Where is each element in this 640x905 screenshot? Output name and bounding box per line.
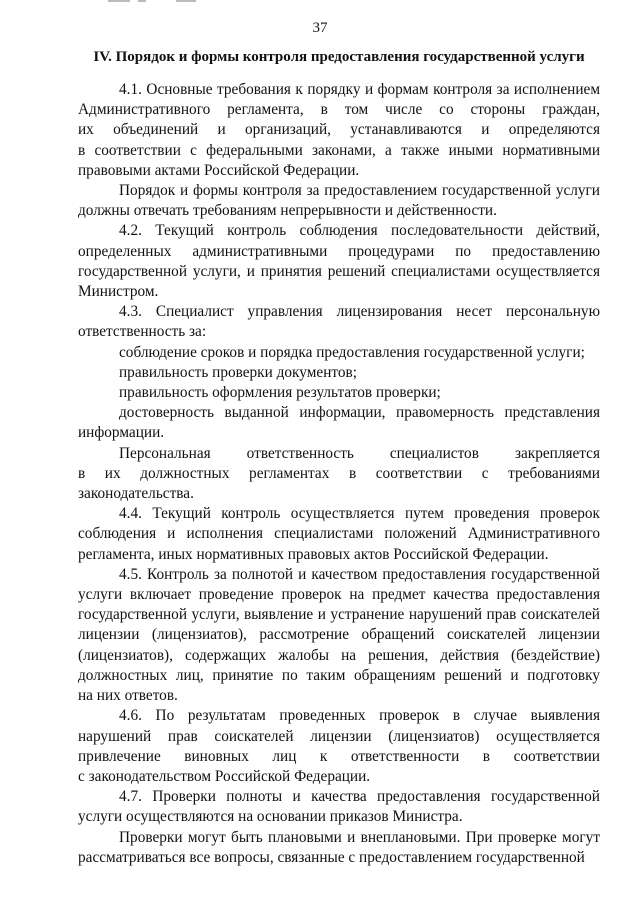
- text-line: их объединений и организаций, устанавливаются и определяются: [78, 121, 600, 139]
- text-line: (лицензиатов), содержащих жалобы на решения, действия (бездействие): [78, 646, 600, 664]
- text-line: 4.3. Специалист управления лицензирования несет персональную: [119, 303, 600, 321]
- text-line: лицензии (лицензиатов), рассмотрение обращений соискателей лицензии: [78, 626, 600, 644]
- text-line: государственной услуги, и принятия решений специалистами осуществляется: [78, 262, 600, 280]
- text-line: услуги включает проведение проверок на предмет качества предоставления: [78, 586, 600, 604]
- text-line: рассматриваться все вопросы, связанные с предоставлением государственной: [78, 848, 585, 866]
- text-line: соблюдение сроков и порядка предоставления государственной услуги;: [119, 343, 585, 361]
- paragraph: [78, 787, 600, 827]
- text-line: Проверки могут быть плановыми и внеплановыми. При проверке могут: [119, 828, 600, 846]
- text-line: Порядок и формы контроля за предоставлением государственной услуги: [119, 182, 600, 200]
- text-line: соблюдения и исполнения специалистами положений Административного: [78, 525, 600, 543]
- text-line: 4.1. Основные требования к порядку и формам контроля за исполнением: [119, 81, 600, 98]
- text-line: государственной услуги, выявление и устранение нарушений прав соискателей: [78, 606, 600, 624]
- text-line: на них ответов.: [78, 687, 178, 705]
- text-line: должны отвечать требованиям непрерывности и действенности.: [78, 202, 497, 220]
- document-body: [78, 80, 600, 868]
- text-line: нарушений прав соискателей лицензии (лицензиатов) осуществляется: [78, 727, 600, 745]
- paragraph: [78, 444, 600, 505]
- text-line: Министром.: [78, 283, 159, 301]
- text-line: законодательства.: [78, 485, 194, 503]
- text-line: правовыми актами Российской Федерации.: [78, 161, 360, 179]
- text-line: Персональная ответственность специалистов закрепляется: [119, 444, 600, 462]
- text-line: регламента, иных нормативных правовых актов Российской Федерации.: [78, 545, 549, 563]
- text-line: должностных лиц, принятие по таким обращениям решений и подготовку: [78, 666, 600, 684]
- paragraph: [78, 403, 600, 443]
- paragraph: [78, 828, 600, 868]
- paragraph: [78, 565, 600, 706]
- paragraph: [78, 221, 600, 302]
- text-line: достоверность выданной информации, правомерность представления: [119, 404, 600, 422]
- paragraph: [78, 302, 600, 342]
- text-line: Административного регламента, в том числе со стороны граждан,: [78, 101, 600, 119]
- paragraph: [78, 504, 600, 565]
- paragraph: [78, 181, 600, 221]
- page-number: 37: [312, 20, 328, 36]
- text-line: с законодательством Российской Федерации.: [78, 767, 371, 785]
- text-line: в их должностных регламентах в соответствии с требованиями: [78, 464, 600, 482]
- text-line: 4.2. Текущий контроль соблюдения последовательности действий,: [119, 222, 600, 240]
- paragraph: [78, 343, 600, 363]
- paragraph: [78, 706, 600, 787]
- text-line: определенных административными процедурами по предоставлению: [78, 242, 600, 260]
- paragraph: [78, 80, 600, 181]
- text-line: информации.: [78, 424, 165, 442]
- paragraph: [78, 363, 600, 383]
- text-line: 4.4. Текущий контроль осуществляется путем проведения проверок: [119, 505, 600, 523]
- text-line: 4.5. Контроль за полнотой и качеством предоставления государственной: [119, 565, 600, 583]
- paragraph: [78, 383, 600, 403]
- text-line: правильность оформления результатов проверки;: [119, 384, 441, 402]
- section-title: IV. Порядок и формы контроля предоставления государственной услуги: [93, 49, 585, 65]
- text-line: правильность проверки документов;: [119, 363, 357, 381]
- text-line: привлечение виновных лиц к ответственности в соответствии: [78, 747, 600, 765]
- text-line: 4.7. Проверки полноты и качества предоставления государственной: [119, 788, 600, 806]
- text-line: услуги осуществляются на основании приказов Министра.: [78, 808, 463, 826]
- text-line: в соответствии с федеральными законами, а также иными нормативными: [78, 141, 600, 159]
- text-line: 4.6. По результатам проведенных проверок в случае выявления: [119, 707, 600, 725]
- text-line: ответственность за:: [78, 323, 207, 341]
